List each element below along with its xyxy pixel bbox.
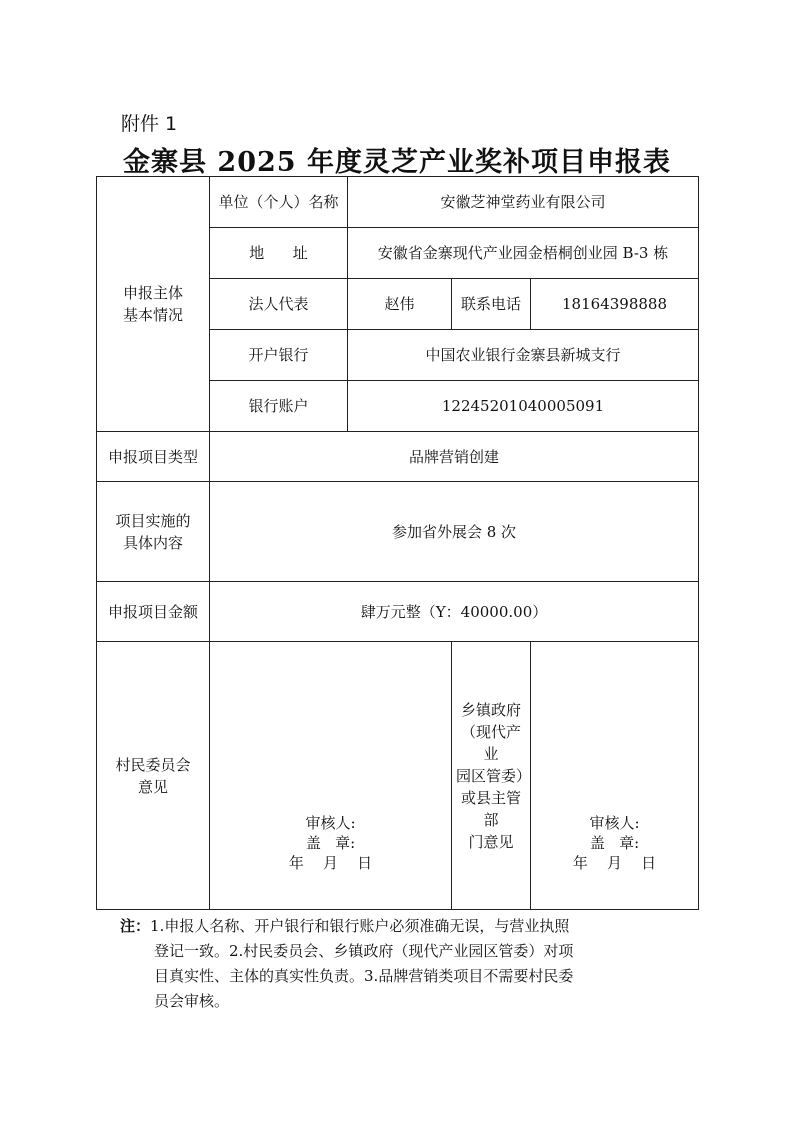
attachment-label: 附件 1 [121, 113, 178, 135]
account-label: 银行账户 [210, 381, 348, 432]
township-date-label: 年 月 日 [572, 854, 657, 872]
township-reviewer-label: 审核人: [589, 814, 640, 832]
project-type-label: 申报项目类型 [97, 432, 210, 482]
account-value: 12245201040005091 [348, 381, 699, 432]
footnote-line-2: 登记一致。2.村民委员会、乡镇政府（现代产业园区管委）对项 [154, 942, 574, 960]
project-content-label: 项目实施的 具体内容 [97, 482, 210, 582]
bank-label: 开户银行 [210, 330, 348, 381]
bank-value: 中国农业银行金寨县新城支行 [348, 330, 699, 381]
application-form-table [96, 176, 699, 910]
phone-value: 18164398888 [531, 279, 699, 330]
village-opinion-label: 村民委员会 意见 [97, 642, 210, 910]
township-signature-area [531, 642, 699, 910]
address-value: 安徽省金寨现代产业园金梧桐创业园 B-3 栋 [348, 228, 699, 279]
name-label: 单位（个人）名称 [210, 177, 348, 228]
page-title: 金寨县 2025 年度灵芝产业奖补项目申报表 [123, 147, 671, 178]
township-seal-label: 盖 章: [589, 834, 640, 852]
project-content-value: 参加省外展会 8 次 [210, 482, 699, 582]
phone-label: 联系电话 [452, 279, 531, 330]
footnote-line-4: 员会审核。 [154, 992, 230, 1010]
village-signature-area [210, 642, 452, 910]
footnote [120, 914, 690, 1014]
project-type-value: 品牌营销创建 [210, 432, 699, 482]
project-amount-value: 肆万元整（Y：40000.00） [210, 582, 699, 642]
village-date-label: 年 月 日 [288, 854, 373, 872]
project-amount-label: 申报项目金额 [97, 582, 210, 642]
village-seal-label: 盖 章: [305, 834, 356, 852]
footnote-line-3: 目真实性、主体的真实性负责。3.品牌营销类项目不需要村民委 [154, 967, 574, 985]
village-reviewer-label: 审核人: [305, 814, 356, 832]
address-label: 地 址 [210, 228, 348, 279]
legal-rep-label: 法人代表 [210, 279, 348, 330]
footnote-label: 注： [120, 917, 151, 935]
township-opinion-label: 乡镇政府 （现代产业 园区管委） 或县主管部 门意见 [452, 642, 531, 910]
footnote-line-1: 1.申报人名称、开户银行和银行账户必须准确无误，与营业执照 [150, 917, 570, 935]
applicant-section-label: 申报主体 基本情况 [97, 177, 210, 432]
legal-rep-value: 赵伟 [348, 279, 452, 330]
name-value: 安徽芝神堂药业有限公司 [348, 177, 699, 228]
